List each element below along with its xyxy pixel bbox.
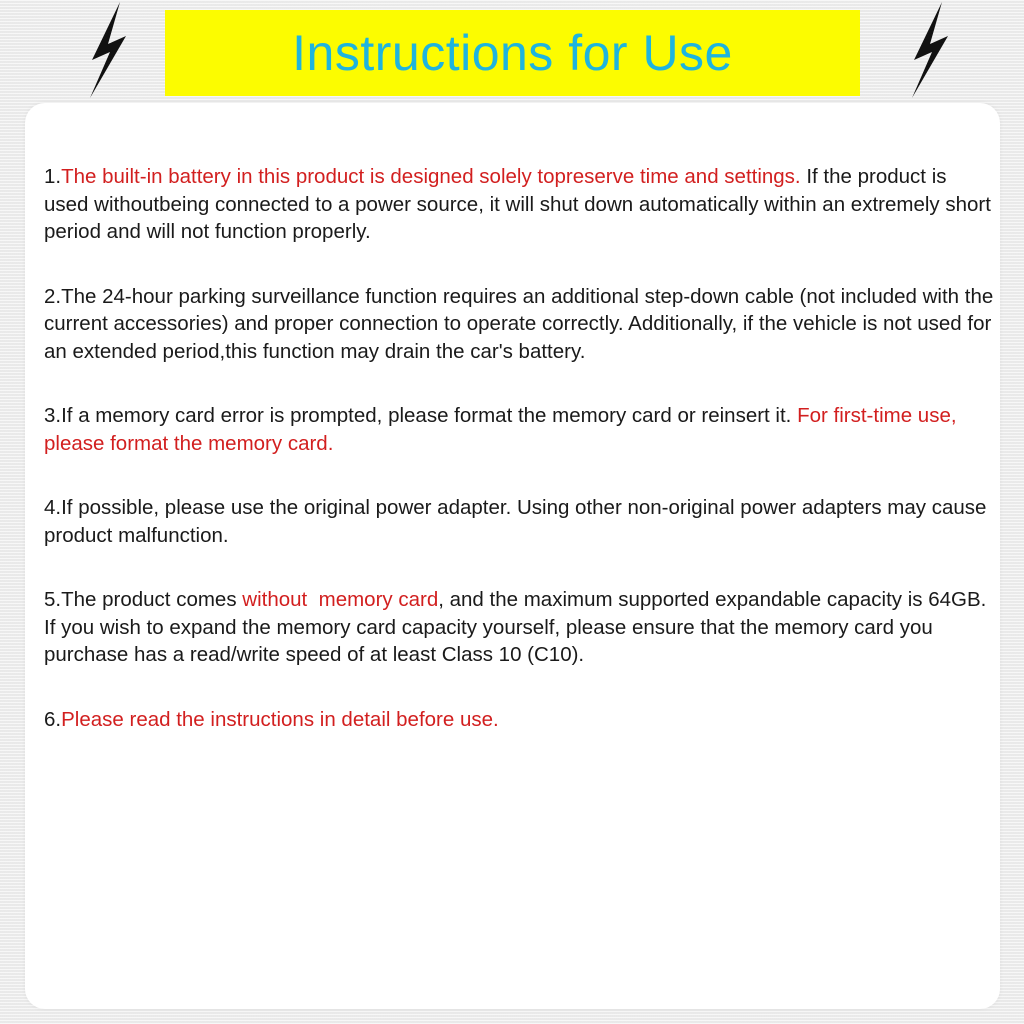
instruction-text: The 24-hour parking surveillance function requires an additional step-down cable (not included with the current accessories) and proper connection to operate correctly. Additionally, if the vehicle is not used for an extended period,this function may drain the car's battery. xyxy=(44,284,999,363)
instruction-item-3 xyxy=(44,402,994,457)
instruction-number: 3. xyxy=(44,404,62,427)
instruction-highlight-text: The built-in battery in this product is designed solely topreserve time and settings. xyxy=(61,165,801,188)
title-banner xyxy=(165,10,860,96)
instruction-highlight-text: without memory card xyxy=(242,588,439,611)
instructions-list xyxy=(44,163,999,733)
instruction-text: If a memory card error is prompted, please format the memory card or reinsert it. xyxy=(61,404,798,427)
instruction-item-1 xyxy=(44,163,997,246)
instruction-item-4 xyxy=(44,494,994,549)
instruction-item-5 xyxy=(44,586,994,669)
instruction-item-6 xyxy=(44,706,994,734)
instruction-number: 1. xyxy=(44,165,62,188)
instruction-number: 2. xyxy=(44,284,62,308)
lightning-bolt-icon xyxy=(908,0,956,100)
instruction-item-2 xyxy=(44,283,999,366)
instruction-text: , and the maximum supported expandable capacity is 64GB. If you wish to expand the memory card capacity yourself, please ensure that the memory card you purchase has a read/write speed of at least Class 10 (C10). xyxy=(44,588,993,666)
instruction-text: If the product is used withoutbeing connected to a power source, it will shut down automatically within an extremely short period and will not function properly. xyxy=(44,165,997,243)
instruction-text: The product comes xyxy=(61,588,243,611)
lightning-bolt-icon xyxy=(86,0,134,100)
instruction-highlight-text: For first-time use, please format the memory card. xyxy=(44,404,963,455)
instruction-number: 4. xyxy=(44,496,62,519)
page-title: Instructions for Use xyxy=(292,25,733,81)
instruction-highlight-text: Please read the instructions in detail before use. xyxy=(61,707,499,731)
instruction-number: 5. xyxy=(44,588,62,611)
instruction-number: 6. xyxy=(44,707,62,731)
instruction-text: If possible, please use the original power adapter. Using other non-original power adapters may cause product malfunction. xyxy=(44,496,993,547)
